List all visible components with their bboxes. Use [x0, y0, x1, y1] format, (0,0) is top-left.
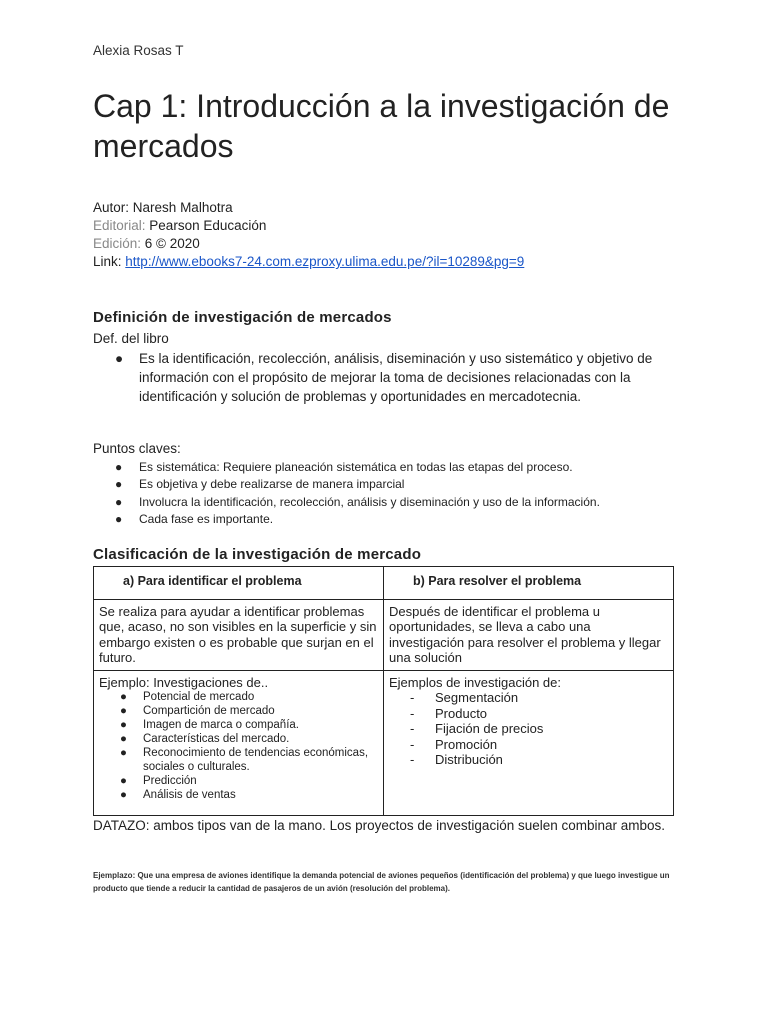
- list-item: [120, 732, 378, 746]
- list-item: [115, 494, 675, 511]
- column-header-label: a) Para identificar el problema: [123, 574, 302, 588]
- definicion-list: [115, 349, 675, 406]
- examples-title: Ejemplo: Investigaciones de..: [99, 674, 269, 690]
- examples-list: [99, 690, 378, 802]
- list-item: [115, 349, 675, 406]
- bullet-icon: ●: [120, 789, 127, 801]
- bullet-icon: ●: [115, 460, 123, 474]
- puntos-claves-list: [115, 459, 675, 528]
- autor-line: [93, 199, 524, 217]
- bullet-icon: ●: [120, 705, 127, 717]
- table-header-row: [94, 567, 674, 600]
- list-item-text: Compartición de mercado: [143, 705, 275, 717]
- dash-icon: -: [410, 705, 415, 721]
- dash-icon: -: [410, 721, 415, 736]
- list-item-text: Fijación de precios: [435, 721, 544, 736]
- list-item: [120, 690, 378, 704]
- dash-icon: -: [410, 736, 415, 752]
- examples-title: Ejemplos de investigación de:: [389, 674, 561, 690]
- list-item-text: Reconocimiento de tendencias económicas, sociales o culturales.: [143, 747, 369, 773]
- list-item-text: Segmentación: [435, 690, 519, 705]
- list-item: [115, 476, 675, 493]
- list-item: [120, 718, 378, 732]
- list-item-text: Es objetiva y debe realizarse de manera imparcial: [139, 477, 405, 492]
- list-item-text: Es sistemática: Requiere planeación sistemática en todas las etapas del proceso.: [139, 460, 573, 474]
- link-line: [93, 253, 524, 271]
- list-item: [120, 774, 378, 788]
- bullet-icon: ●: [115, 511, 123, 526]
- autor-label: Autor:: [93, 200, 130, 215]
- editorial-value: Pearson Educación: [149, 218, 267, 233]
- list-item: [410, 752, 668, 768]
- bullet-icon: ●: [120, 775, 127, 787]
- table-row: [94, 599, 674, 670]
- edicion-label: Edición:: [93, 236, 142, 251]
- dash-icon: -: [410, 690, 415, 705]
- table-cell-resolver-desc: Después de identificar el problema u oportunidades, se lleva a cabo una investigación para resolver el problema y llegar una solución: [384, 599, 674, 670]
- examples-list: [389, 690, 668, 768]
- datazo-note: DATAZO: ambos tipos van de la mano. Los proyectos de investigación suelen combinar ambos.: [93, 818, 666, 833]
- document-author-header: Alexia Rosas T: [93, 43, 184, 58]
- list-item: [120, 746, 378, 774]
- list-item-text: Cada fase es importante.: [139, 511, 274, 526]
- clasificacion-heading: Clasificación de la investigación de mercado: [93, 546, 422, 563]
- link-label: Link:: [93, 254, 122, 269]
- list-item: [410, 737, 668, 753]
- column-header-resolver: [384, 567, 674, 600]
- list-item-text: Es la identificación, recolección, análisis, diseminación y uso sistemático y objetivo de información con el propósito de mejorar la toma de decisiones relacionadas con la identificación y solución de problemas y oportunidades en mercadotecnia.: [139, 351, 653, 404]
- clasificacion-table: [93, 566, 674, 816]
- column-header-identificar: [94, 567, 384, 600]
- list-item-text: Distribución: [435, 752, 503, 767]
- list-item: [410, 706, 668, 722]
- table-cell-identificar-desc: Se realiza para ayudar a identificar problemas que, acaso, no son visibles en la superficie y sin embargo existen o es probable que surjan en el futuro.: [94, 599, 384, 670]
- list-item: [115, 511, 675, 528]
- bullet-icon: ●: [120, 719, 127, 731]
- edicion-line: [93, 235, 524, 253]
- list-item: [410, 721, 668, 737]
- list-item-text: Involucra la identificación, recolección, análisis y diseminación y uso de la información.: [139, 494, 600, 509]
- list-item-text: Producto: [435, 705, 488, 721]
- dash-icon: -: [410, 752, 415, 767]
- bullet-icon: ●: [120, 733, 127, 745]
- list-item: [120, 704, 378, 718]
- editorial-line: [93, 217, 524, 235]
- puntos-claves-title: Puntos claves:: [93, 441, 181, 456]
- list-item-text: Características del mercado.: [143, 733, 290, 745]
- autor-value: Naresh Malhotra: [132, 200, 233, 215]
- column-header-label: b) Para resolver el problema: [413, 574, 582, 588]
- list-item-text: Imagen de marca o compañía.: [143, 719, 299, 731]
- list-item-text: Análisis de ventas: [143, 789, 236, 801]
- table-cell-resolver-examples: [384, 670, 674, 815]
- bullet-icon: ●: [115, 477, 123, 492]
- bullet-icon: ●: [120, 747, 127, 759]
- definicion-subheading: Def. del libro: [93, 331, 169, 346]
- bullet-icon: ●: [120, 691, 127, 703]
- table-cell-identificar-examples: [94, 670, 384, 815]
- table-row: [94, 670, 674, 815]
- list-item-text: Potencial de mercado: [143, 691, 255, 703]
- definicion-heading: Definición de investigación de mercados: [93, 309, 392, 326]
- bullet-icon: ●: [115, 494, 123, 509]
- list-item-text: Promoción: [435, 736, 498, 752]
- list-item: [115, 459, 675, 476]
- editorial-label: Editorial:: [93, 218, 146, 233]
- list-item-text: Predicción: [143, 775, 197, 787]
- ejemplazo-note: Ejemplazo: Que una empresa de aviones identifique la demanda potencial de aviones pequeños (identificación del problema) y que luego investigue un producto que tiende a reducir la cantidad de pasajeros de un avión (resolución del problema).: [93, 871, 670, 893]
- book-link[interactable]: http://www.ebooks7-24.com.ezproxy.ulima.edu.pe/?il=10289&pg=9: [125, 254, 525, 269]
- edicion-value: 6 © 2020: [144, 236, 200, 251]
- list-item: [120, 788, 378, 802]
- page-title: Cap 1: Introducción a la investigación de mercados: [93, 88, 670, 164]
- book-metadata: [93, 199, 524, 271]
- list-item: [410, 690, 668, 706]
- bullet-icon: ●: [115, 351, 124, 366]
